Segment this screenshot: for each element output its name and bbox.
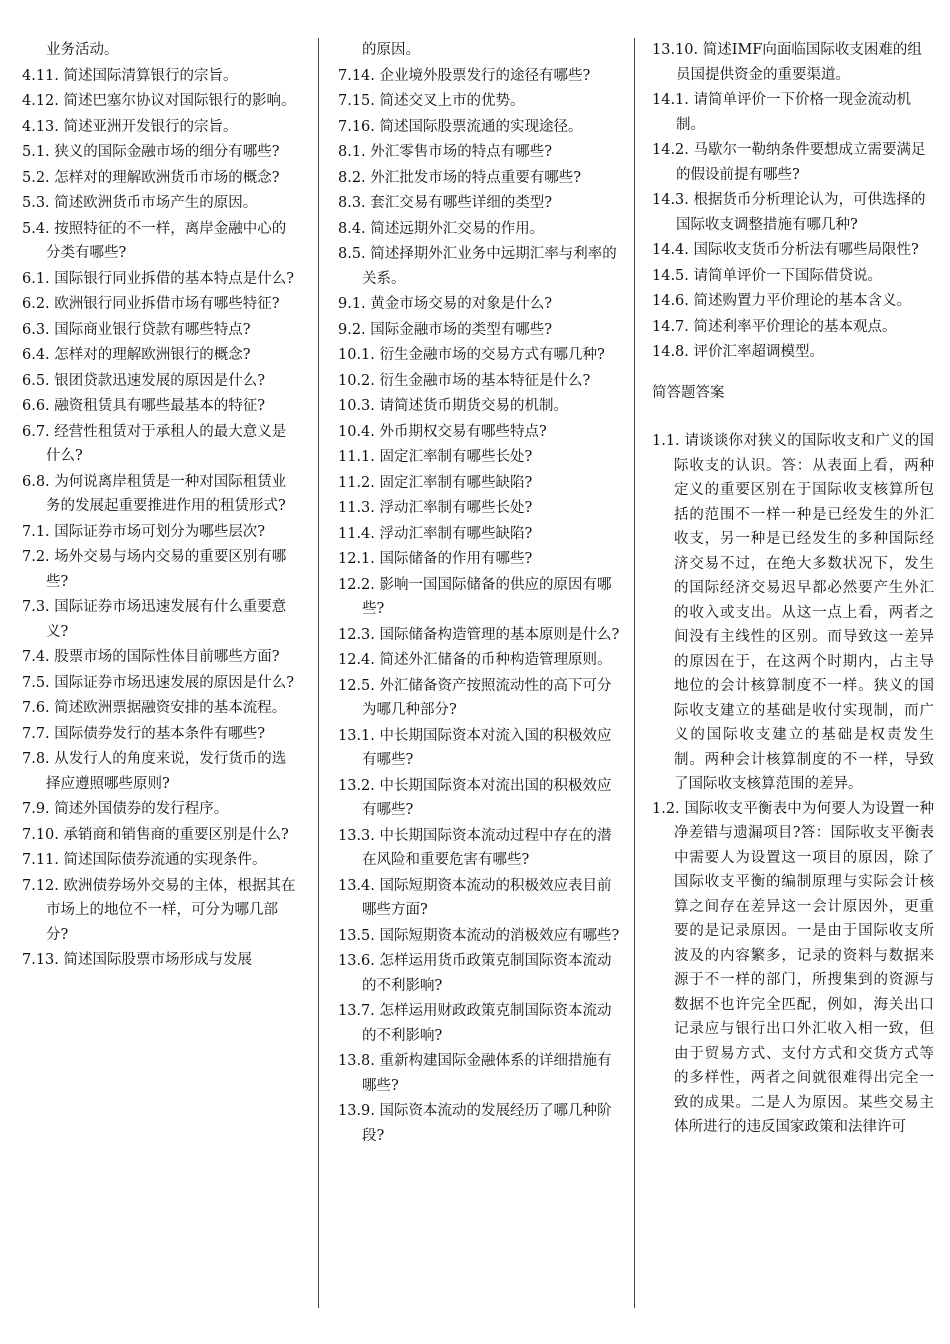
question-item: 6.3. 国际商业银行贷款有哪些特点? (22, 321, 251, 338)
question-item: 10.1. 衍生金融市场的交易方式有哪几种? (338, 347, 605, 363)
column-middle (338, 38, 620, 1149)
question-item: 4.12. 简述巴塞尔协议对国际银行的影响。 (22, 93, 296, 109)
question-item: 7.4. 股票市场的国际性体目前哪些方面? (22, 649, 280, 665)
question-item: 8.4. 简述远期外汇交易的作用。 (338, 220, 545, 237)
question-item: 11.2. 固定汇率制有哪些缺陷? (338, 474, 533, 491)
question-item: 10.4. 外币期权交易有哪些特点? (338, 423, 547, 440)
question-item: 11.3. 浮动汇率制有哪些长处? (338, 500, 533, 516)
question-item: 13.7. 怎样运用财政政策克制国际资本流动的不利影响? (338, 1003, 612, 1044)
question-item: 12.5. 外汇储备资产按照流动性的高下可分为哪几种部分? (338, 677, 612, 718)
question-item: 11.4. 浮动汇率制有哪些缺陷? (338, 525, 533, 542)
question-item: 7.14. 企业境外股票发行的途径有哪些? (338, 67, 591, 84)
column-divider (318, 38, 319, 1308)
question-item: 14.7. 简述利率平价理论的基本观点。 (652, 318, 897, 335)
question-item: 4.13. 简述亚洲开发银行的宗旨。 (22, 118, 238, 135)
question-item: 10.3. 请简述货币期货交易的机制。 (338, 398, 569, 414)
question-item: 6.8. 为何说离岸租赁是一种对国际租赁业务的发展起重要推进作用的租赁形式? (22, 473, 287, 514)
question-item: 6.5. 银团贷款迅速发展的原因是什么? (22, 372, 266, 389)
question-item-list (338, 64, 620, 1149)
question-item: 13.2. 中长期国际资本对流出国的积极效应有哪些? (338, 777, 612, 818)
question-item: 7.7. 国际债券发行的基本条件有哪些? (22, 725, 266, 742)
question-item: 6.1. 国际银行同业拆借的基本特点是什么? (22, 270, 295, 287)
question-item: 7.8. 从发行人的角度来说，发行货币的选择应遵照哪些原则? (22, 751, 287, 792)
question-item: 8.3. 套汇交易有哪些详细的类型? (338, 195, 553, 211)
question-item: 13.6. 怎样运用货币政策克制国际资本流动的不利影响? (338, 953, 612, 994)
question-item: 13.9. 国际资本流动的发展经历了哪几种阶段? (338, 1103, 612, 1144)
question-item: 7.3. 国际证券市场迅速发展有什么重要意义? (22, 599, 287, 640)
question-item: 7.11. 简述国际债券流通的实现条件。 (22, 852, 267, 868)
question-item: 5.4. 按照特征的不一样，离岸金融中心的分类有哪些? (22, 220, 287, 261)
question-item: 7.9. 简述外国债券的发行程序。 (22, 801, 229, 817)
question-item: 13.1. 中长期国际资本对流入国的积极效应有哪些? (338, 727, 612, 768)
question-item: 12.1. 国际储备的作用有哪些? (338, 551, 533, 567)
question-item: 10.2. 衍生金融市场的基本特征是什么? (338, 372, 591, 389)
question-item: 7.12. 欧洲债券场外交易的主体，根据其在市场上的地位不一样，可分为哪几部分? (22, 877, 296, 943)
question-item: 8.1. 外汇零售市场的特点有哪些? (338, 144, 553, 160)
question-item: 7.10. 承销商和销售商的重要区别是什么? (22, 826, 289, 843)
question-item: 7.16. 简述国际股票流通的实现途径。 (338, 118, 583, 135)
question-item: 11.1. 固定汇率制有哪些长处? (338, 449, 533, 465)
question-item: 12.2. 影响一国国际储备的供应的原因有哪些? (338, 576, 612, 617)
answers-heading: 简答题答案 (652, 384, 725, 401)
question-item: 14.3. 根据货币分析理论认为，可供选择的国际收支调整措施有哪几种? (652, 192, 926, 233)
question-item: 9.1. 黄金市场交易的对象是什么? (338, 296, 553, 312)
question-item-list (652, 38, 934, 365)
question-item: 14.4. 国际收支货币分析法有哪些局限性? (652, 242, 919, 258)
question-item: 13.5. 国际短期资本流动的消极效应有哪些? (338, 927, 620, 944)
question-item: 6.4. 怎样对的理解欧洲银行的概念? (22, 347, 251, 363)
question-item: 14.1. 请简单评价一下价格一现金流动机制。 (652, 92, 912, 133)
question-item: 5.2. 怎样对的理解欧洲货币市场的概念? (22, 169, 280, 186)
question-item: 13.4. 国际短期资本流动的积极效应表目前哪些方面? (338, 877, 612, 918)
question-item: 7.1. 国际证券市场可划分为哪些层次? (22, 523, 266, 540)
question-item: 6.6. 融资租赁具有哪些最基本的特征? (22, 398, 266, 414)
question-item: 8.5. 简述择期外汇业务中远期汇率与利率的关系。 (338, 246, 617, 287)
question-item: 14.6. 简述购置力平价理论的基本含义。 (652, 293, 912, 309)
continuation-text: 的原因。 (362, 42, 420, 58)
column-divider (634, 38, 635, 1308)
question-item: 14.2. 马歇尔一勒纳条件要想成立需要满足的假设前提有哪些? (652, 142, 926, 183)
answer-item-list (652, 429, 934, 1140)
question-item: 6.2. 欧洲银行同业拆借市场有哪些特征? (22, 296, 280, 312)
question-item: 7.6. 简述欧洲票据融资安排的基本流程。 (22, 700, 287, 716)
question-item: 7.15. 简述交叉上市的优势。 (338, 93, 525, 109)
question-item: 7.5. 国际证券市场迅速发展的原因是什么? (22, 674, 295, 691)
question-item: 9.2. 国际金融市场的类型有哪些? (338, 321, 553, 338)
question-item: 8.2. 外汇批发市场的特点重要有哪些? (338, 169, 582, 186)
question-item: 5.3. 简述欧洲货币市场产生的原因。 (22, 195, 258, 211)
question-item: 14.5. 请简单评价一下国际借贷说。 (652, 267, 883, 284)
question-item: 14.8. 评价汇率超调模型。 (652, 344, 825, 360)
question-item: 12.3. 国际储备构造管理的基本原则是什么? (338, 626, 620, 643)
question-item: 5.1. 狭义的国际金融市场的细分有哪些? (22, 144, 280, 160)
question-item: 13.8. 重新构建国际金融体系的详细措施有哪些? (338, 1053, 612, 1094)
question-item: 7.13. 简述国际股票市场形成与发展 (22, 952, 253, 968)
continuation-text: 业务活动。 (46, 42, 119, 58)
question-item-list (22, 64, 300, 973)
question-item: 13.10. 简述IMF向面临国际收支困难的组员国提供资金的重要渠道。 (652, 42, 922, 83)
column-left (22, 38, 300, 974)
column-right (652, 38, 934, 1140)
question-item: 7.2. 场外交易与场内交易的重要区别有哪些? (22, 549, 287, 590)
question-item: 13.3. 中长期国际资本流动过程中存在的潜在风险和重要危害有哪些? (338, 827, 612, 868)
question-item: 6.7. 经营性租赁对于承租人的最大意义是什么? (22, 423, 287, 464)
answer-item: 1.2. 国际收支平衡表中为何要人为设置一种净差错与遗漏项目?答：国际收支平衡表中需要人为设置这一项目的原因，除了国际收支平衡的编制原理与实际会计核算之间存在差异这一会计原因外，更重要的是记录原因。一是由于国际收支所波及的内容繁多，记录的资料与数据来源于不一样的部门，所搜集到的资源与数据不也许完全匹配，例如，海关出口记录应与银行出口外汇收入相一致，但由于贸易方式、支付方式和交货方式等的多样性，两者之间就很难得出完全一致的成果。二是人为原因。某些交易主体所进行的违反国家政策和法律许可 (652, 800, 934, 1135)
answer-item: 1.1. 请谈谈你对狭义的国际收支和广义的国际收支的认识。答：从表面上看，两种定义的重要区别在于国际收支核算所包括的范围不一样一种是已经发生的外汇收支，另一种是已经发生的多种国际经济交易不过，在绝大多数状况下，发生的国际经济交易迟早都必然要产生外汇的收入或支出。从这一点上看，两者之间没有主线性的区别。而导致这一差异的原因在于，在这两个时期内，占主导地位的会计核算制度不一样。狭义的国际收支建立的基础是收付实现制，而广义的国际收支建立的基础是权责发生制。两种会计核算制度的不一样，导致了国际收支核算范围的差异。 (652, 433, 934, 792)
question-item: 4.11. 简述国际清算银行的宗旨。 (22, 67, 238, 84)
question-item: 12.4. 简述外汇储备的币种构造管理原则。 (338, 652, 612, 668)
